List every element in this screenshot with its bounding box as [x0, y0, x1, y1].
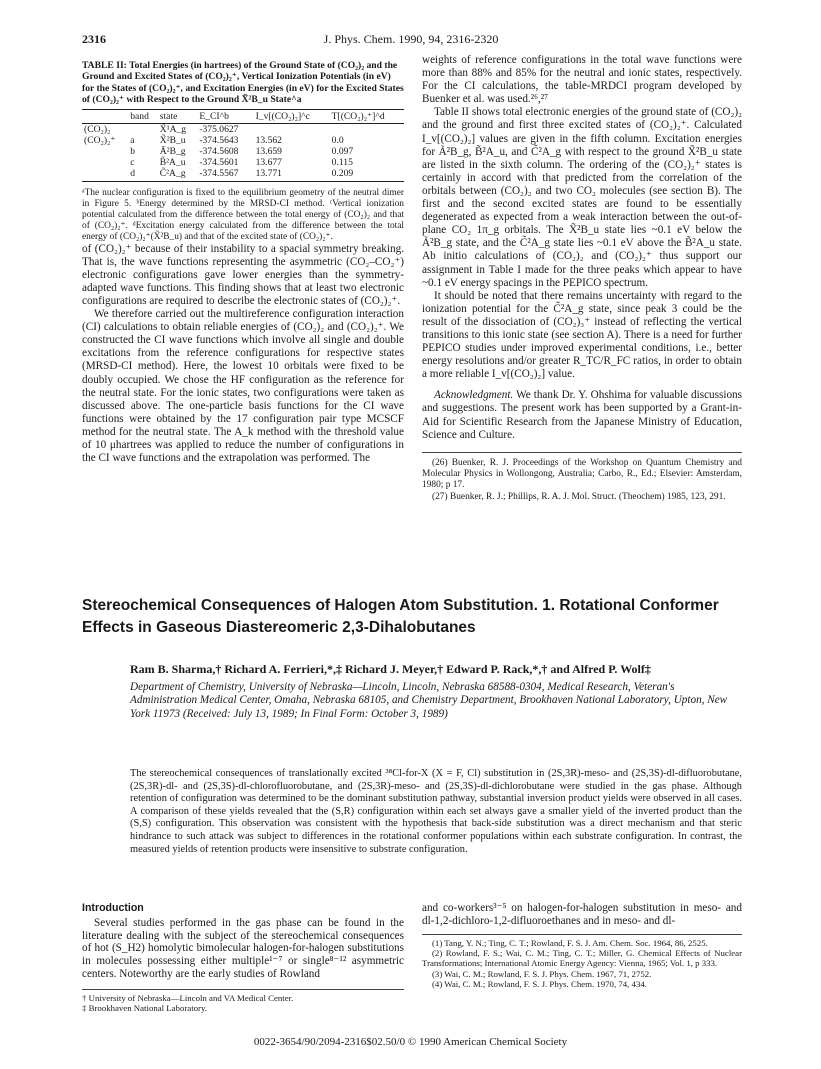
- journal-citation: J. Phys. Chem. 1990, 94, 2316-2320: [323, 32, 499, 46]
- table-header-cell: E_CI^b: [197, 109, 253, 123]
- table-row: [82, 146, 404, 157]
- reference-item: (2) Rowland, F. S.; Wai, C. M.; Ting, C. T.; Miller, G. Chemical Effects of Nuclear Transformations; International Atomic Energy Agency: Vienna, 1965; Vol. 1, p 333.: [422, 948, 742, 969]
- reference-item: (1) Tang, Y. N.; Ting, C. T.; Rowland, F. S. J. Am. Chem. Soc. 1964, 86, 2525.: [432, 937, 708, 948]
- table-row: [82, 157, 404, 168]
- body-paragraph: weights of reference configurations in the total wave functions were more than 88% and 85% for the neutral and ionic states, respectively. For the CI calculations, the table-MRDCI program developed by Buenker et al. was used.²⁶,²⁷: [422, 54, 742, 106]
- table-cell: b: [130, 145, 136, 157]
- abstract: The stereochemical consequences of translationally excited ³⁸Cl-for-X (X = F, Cl) substitution in (2S,3R)-meso- and (2S,3S)-dl-difluorobutane, (2S,3R)-dl- and (2S,3S)-dl-chlorofluorobutane, and (2S,3R)-meso- and (2S,3S)-dl-dichlorobutane were studied in the gas phase. Although retention of configuration was determined to be the dominant substitution pathway, substantial inversion product yields were observed in all cases. A comparison of these yields revealed that the (S,R) configuration within each set always gave a smaller yield of the inverted product than the (S,S) configuration. This observation was consistent with the hypothesis that back-side substitution was a direct mechanism and that steric hindrance to such attack was subject to differences in the rotational conformer populations within each substrate configuration. In contrast, the measured yields of retention products were insensitive to substrate configuration.: [130, 768, 742, 855]
- table-cell: d: [128, 168, 158, 182]
- table-header-cell: I_v[(CO₂)₂]^c: [254, 109, 330, 123]
- reference-list: [422, 452, 742, 503]
- table-cell: (CO₂)₂⁺: [84, 134, 116, 146]
- table-row: [82, 168, 404, 182]
- reference-item: (27) Buenker, R. J.; Phillips, R. A. J. Mol. Struct. (Theochem) 1985, 123, 291.: [432, 491, 726, 502]
- table-cell: C̃²A_g: [158, 168, 198, 182]
- table-cell: B̃²A_u: [159, 156, 186, 168]
- reference-list: [422, 934, 742, 990]
- table-cell: [254, 123, 330, 135]
- table-cell: X̃¹A_g: [159, 123, 187, 135]
- page-number: 2316: [82, 32, 106, 46]
- footnote-item: ‡ Brookhaven National Laboratory.: [82, 1003, 207, 1014]
- table-cell: 0.209: [330, 168, 404, 182]
- table-row: [82, 123, 404, 135]
- table-cell: 0.0: [331, 134, 344, 146]
- table-cell: 13.677: [255, 156, 282, 168]
- acknowledgment-label: Acknowledgment.: [434, 389, 514, 402]
- affiliation-footnotes: [82, 989, 404, 1014]
- reference-item: (4) Wai, C. M.; Rowland, F. S. J. Phys. Chem. 1970, 74, 434.: [432, 979, 647, 990]
- acknowledgment: [422, 389, 742, 441]
- left-column-top: [82, 60, 404, 465]
- body-paragraph: Table II shows total electronic energies of the ground state of (CO₂)₂ and the ground and first three excited states of (CO₂)₂⁺. Calculated I_v[(CO₂)₂] values are given in the fifth column. Excitation energies for Ã²B_g, B̃²A_u, and C̃²A_g with respect to the ground X̃²B_u state are listed in the sixth column. The ordering of the (CO₂)₂⁺ states is certainly in accord with that predicted from the correlation of the orbitals between (CO₂)₂ and two CO₂ molecules (see section B). The first and the second excited states are found to be essentially degenerated as expected from a weak interaction between the out-of-plane CO₂ 1π_g orbitals. The X̃²B_u state lies ~0.1 eV below the Ã²B_g state, and the C̃²A_g state lies ~0.1 eV above the B̃²A_u state. Ab initio calculations of (CO₂)₂ and (CO₂)₂⁺ thus support our assignment in Table I made for the three peaks which appear to have ~0.1 eV energy spacings in the PEPICO spectrum.: [422, 106, 742, 289]
- table-caption: TABLE II: Total Energies (in hartrees) of the Ground State of (CO₂)₂ and the Ground and Excited States of (CO₂)₂⁺, Vertical Ionization Potentials (in eV) for the States of (CO₂)₂⁺, and Excitation Energies (in eV) for the Excited States of (CO₂)₂⁺ with Respect to the Ground X̃²B_u State^a: [82, 60, 404, 106]
- table-row: [82, 135, 404, 146]
- table-cell: [82, 157, 128, 168]
- copyright-footer: 0022-3654/90/2094-2316$02.50/0 © 1990 American Chemical Society: [253, 1036, 568, 1048]
- table-header-cell: state: [158, 109, 198, 123]
- energies-table: [82, 109, 404, 182]
- table-cell: 0.115: [331, 156, 353, 168]
- table-cell: 13.659: [255, 145, 282, 157]
- body-paragraph: We therefore carried out the multireference configuration interaction (CI) calculations to obtain reliable energies of (CO₂)₂ and (CO₂)₂⁺. We constructed the CI wave functions which involve all single and double excitations from the reference configurations for respective states (MRSD-CI method). Here, the lowest 10 orbitals were fixed to be doubly occupied. We chose the HF configuration as the reference for the neutral state. For the ionic states, two configurations were taken as discussed above. The one-particle basis functions for the CI wave functions were obtained by the 17 configuration pair type MCSCF method for the neutral state. The A_k method with the threshold value of 10 μhartrees was applied to reduce the number of configurations in the CI wave functions and the extrapolation was performed. The: [82, 308, 404, 465]
- table-footnote: ᵃThe nuclear configuration is fixed to the equilibrium geometry of the neutral dimer in Figure 5. ᵇEnergy determined by the MRSD-CI method. ᶜVertical ionization potential calculated from the difference between the total energy of (CO₂)₂ and that of (CO₂)₂⁺. ᵈExcitation energy calculated from the difference between the total energy of (CO₂)₂⁺(X̃²B_u) and that of the excited state of (CO₂)₂⁺.: [82, 187, 404, 242]
- body-paragraph: It should be noted that there remains uncertainty with regard to the ionization potential for the C̃²A_g state, since peak 3 could be the result of the dissociation of (CO₂)₃⁺ instead of reflecting the vertical transitions to this ionic state (see section A). There is a need for further PEPICO studies under improved experimental conditions, i.e., better energy resolutions and/or greater R_TC/R_FC ratios, in order to obtain a more reliable I_v[(CO₂)₂] value.: [422, 289, 742, 381]
- body-paragraph: and co-workers³⁻⁵ on halogen-for-halogen substitution in meso- and dl-1,2-dichloro-1,2-difluoroethanes and in meso- and dl-: [422, 902, 742, 927]
- table-cell: a: [130, 134, 135, 146]
- table-cell: (CO₂)₂: [84, 123, 111, 135]
- table-cell: 13.562: [255, 134, 282, 146]
- acknowledgment-text: We thank Dr. Y. Ohshima for valuable discussions and suggestions. The present work has been supported by a Grant-in-Aid for Scientific Research from the Japanese Ministry of Education, Science and Culture.: [422, 389, 742, 441]
- running-header: [82, 32, 740, 48]
- body-paragraph: Several studies performed in the gas phase can be found in the literature dealing with the subject of the stereochemical consequences of hot (S_H2) homolytic bimolecular halogen-for-halogen substitutions in molecules possessing either multiple¹⁻⁷ or single⁸⁻¹² asymmetric centers. Noteworthy are the early studies of Rowland: [82, 916, 404, 980]
- article-title: Stereochemical Consequences of Halogen Atom Substitution. 1. Rotational Conformer Effects in Gaseous Diastereomeric 2,3-Dihalobutanes: [82, 597, 719, 636]
- table-cell: -374.5601: [199, 156, 239, 168]
- table-header-cell: T[(CO₂)₂⁺]^d: [330, 109, 404, 123]
- table-cell: -374.5643: [199, 134, 239, 146]
- table-cell: 0.097: [331, 145, 354, 157]
- table-cell: [128, 123, 158, 135]
- affiliation: Department of Chemistry, University of Nebraska—Lincoln, Lincoln, Nebraska 68588-0304, Medical Research, Veteran's Administration Medical Center, Omaha, Nebraska 68105, and Chemistry Department, Brookhaven National Laboratory, Upton, New York 11973 (Received: July 13, 1989; In Final Form: October 3, 1989): [130, 681, 728, 720]
- table-cell: -374.5608: [199, 145, 239, 157]
- table-cell: -375.0627: [199, 123, 239, 135]
- table-cell: X̃²B_u: [159, 134, 186, 146]
- table-cell: -374.5567: [197, 168, 253, 182]
- table-cell: Ã²B_g: [159, 145, 186, 157]
- table-header-row: [82, 109, 404, 123]
- right-column-top: [422, 54, 742, 504]
- footnote-item: † University of Nebraska—Lincoln and VA Medical Center.: [82, 992, 294, 1003]
- section-heading: Introduction: [82, 902, 144, 914]
- table-cell: 13.771: [254, 168, 330, 182]
- table-cell: [330, 123, 404, 135]
- right-column-bottom: [422, 902, 742, 990]
- reference-item: (3) Wai, C. M.; Rowland, F. S. J. Phys. Chem. 1967, 71, 2752.: [432, 968, 652, 979]
- left-column-bottom: [82, 902, 404, 1014]
- body-paragraph: of (CO₂)₂⁺ because of their instability to a spacial symmetry breaking. That is, the wave functions representing the asymmetric (CO₂–CO₂⁺) electronic configurations gave lower energies than the symmetry-adapted wave functions. This finding shows that at least two electronic configurations are required to describe the electronic states of (CO₂)₂⁺.: [82, 242, 404, 307]
- reference-item: (26) Buenker, R. J. Proceedings of the Workshop on Quantum Chemistry and Molecular Physics in Wollongong, Australia; Carbo, R., Ed.; Elsevier: Amsterdam, 1980; p 17.: [422, 457, 742, 490]
- table-cell: [82, 168, 128, 182]
- table-cell: c: [130, 156, 135, 168]
- table-header-cell: band: [128, 109, 158, 123]
- table-header-cell: [82, 109, 128, 123]
- author-list: Ram B. Sharma,† Richard A. Ferrieri,*,‡ Richard J. Meyer,† Edward P. Rack,*,† and Alfred P. Wolf‡: [130, 662, 651, 676]
- table-cell: [82, 146, 128, 157]
